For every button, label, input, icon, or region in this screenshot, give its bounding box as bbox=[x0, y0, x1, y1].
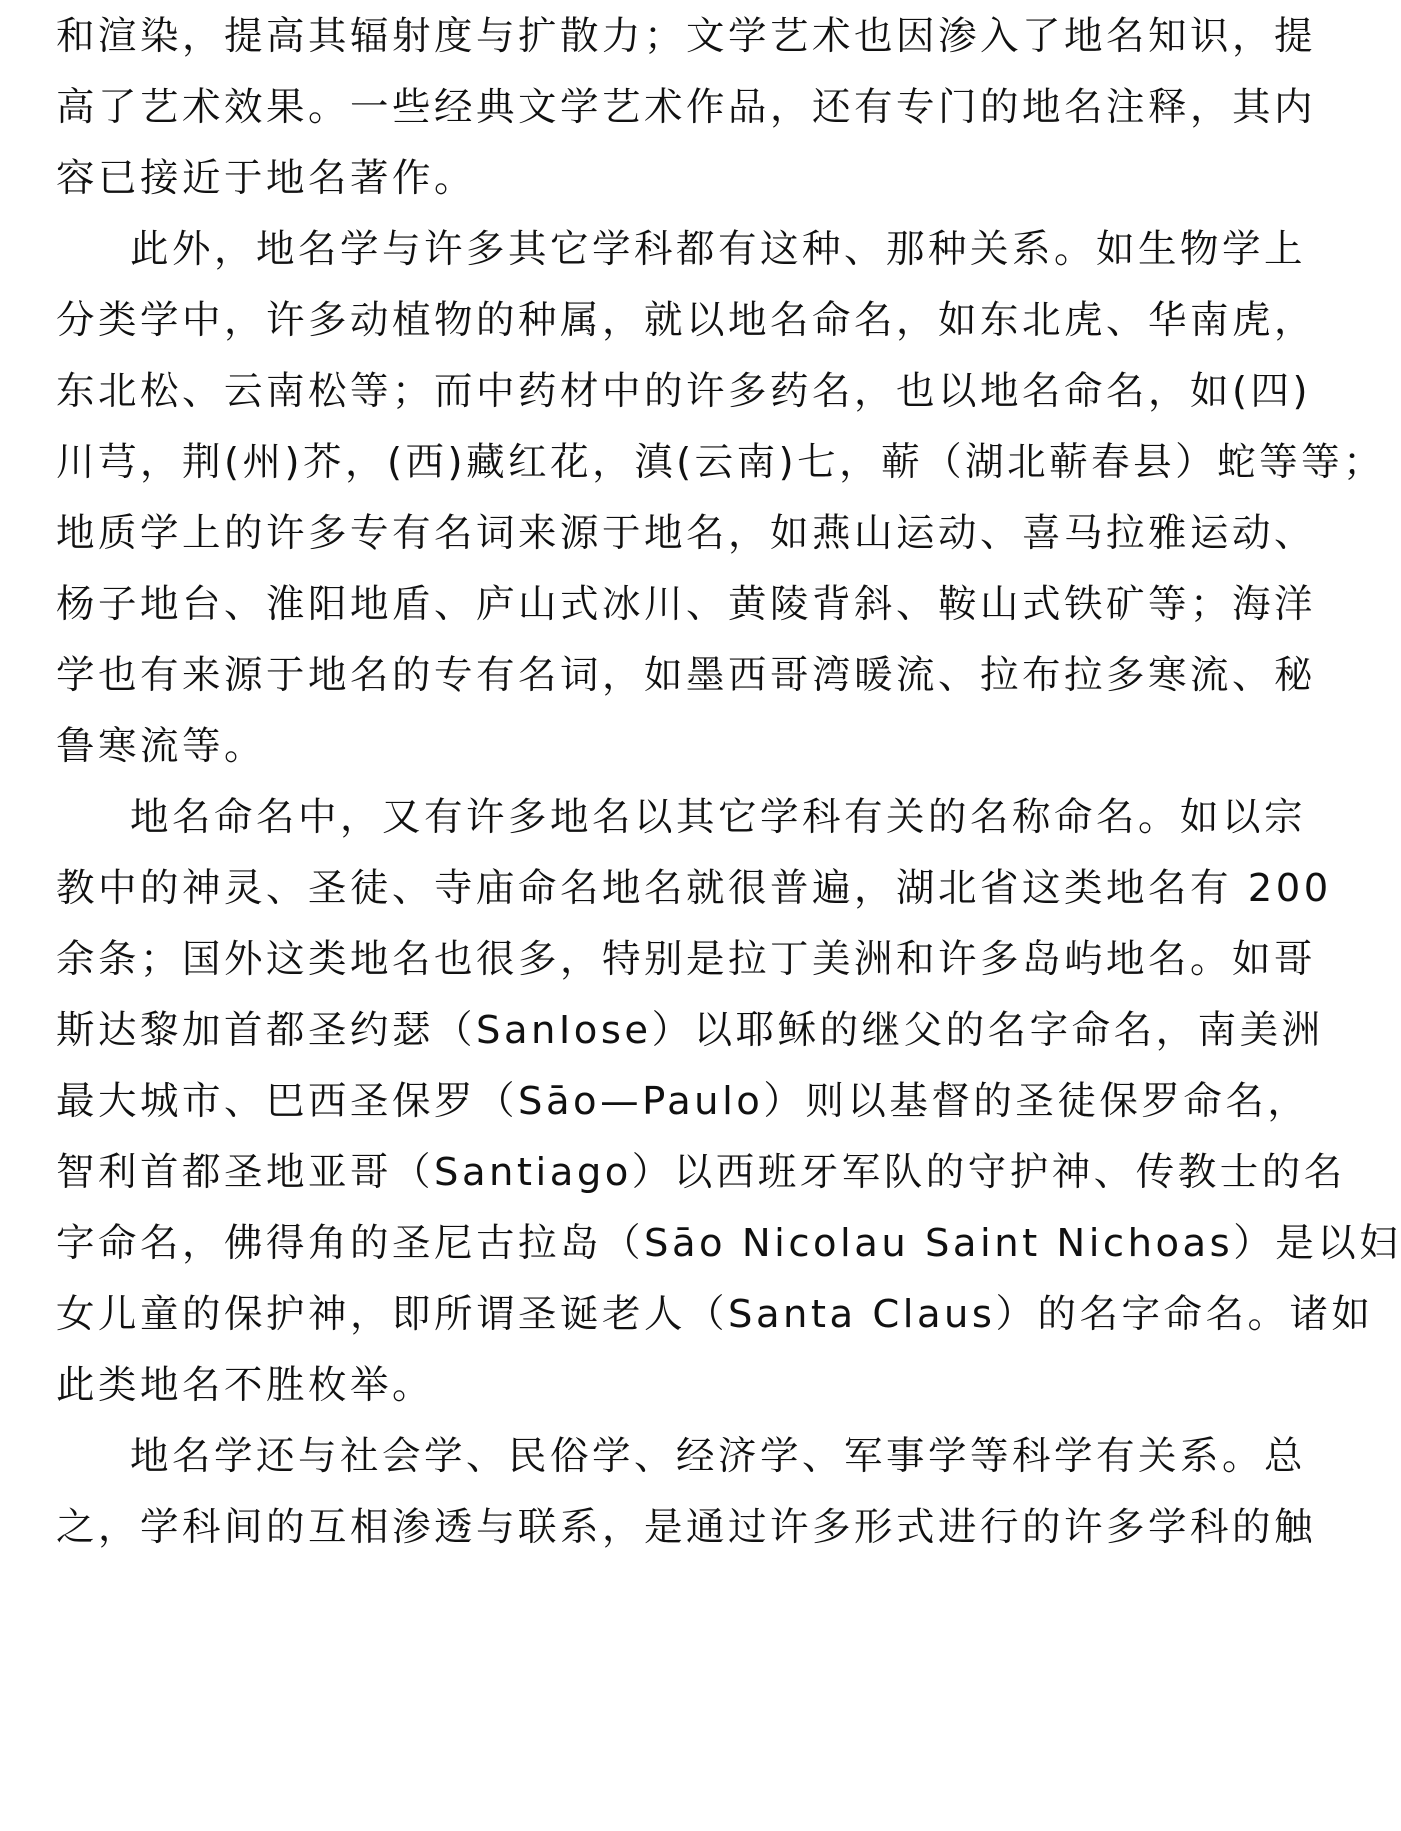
text-line: 地质学上的许多专有名词来源于地名，如燕山运动、喜马拉雅运动、 bbox=[56, 511, 1317, 556]
text-line: 鲁寒流等。 bbox=[56, 724, 267, 769]
text-line: 智利首都圣地亚哥（Santiago）以西班牙军队的守护神、传教士的名 bbox=[56, 1150, 1346, 1195]
paragraph-first-line: 地名学还与社会学、民俗学、经济学、军事学等科学有关系。总 bbox=[130, 1434, 1307, 1479]
text-line: 字命名，佛得角的圣尼古拉岛（Sāo Nicolau Saint Nichoas）是以妇 bbox=[56, 1221, 1401, 1266]
text-line: 余条；国外这类地名也很多，特别是拉丁美洲和许多岛屿地名。如哥 bbox=[56, 937, 1317, 982]
paragraph-first-line: 此外，地名学与许多其它学科都有这种、那种关系。如生物学上 bbox=[130, 227, 1307, 272]
text-line: 分类学中，许多动植物的种属，就以地名命名，如东北虎、华南虎， bbox=[56, 298, 1317, 343]
text-line: 高了艺术效果。一些经典文学艺术作品，还有专门的地名注释，其内 bbox=[56, 85, 1317, 130]
paragraph-first-line: 地名命名中，又有许多地名以其它学科有关的名称命名。如以宗 bbox=[130, 795, 1307, 840]
text-line: 斯达黎加首都圣约瑟（SanIose）以耶稣的继父的名字命名，南美洲 bbox=[56, 1008, 1324, 1053]
text-line: 女儿童的保护神，即所谓圣诞老人（Santa Claus）的名字命名。诸如 bbox=[56, 1292, 1374, 1337]
text-line: 最大城市、巴西圣保罗（Sāo—Paulo）则以基督的圣徒保罗命名， bbox=[56, 1079, 1310, 1124]
text-line: 川芎，荆(州)芥，(西)藏红花，滇(云南)七，蕲（湖北蕲春县）蛇等等； bbox=[56, 440, 1386, 485]
text-line: 容已接近于地名著作。 bbox=[56, 156, 477, 201]
text-line: 东北松、云南松等；而中药材中的许多药名，也以地名命名，如(四) bbox=[56, 369, 1312, 414]
text-line: 杨子地台、淮阳地盾、庐山式冰川、黄陵背斜、鞍山式铁矿等；海洋 bbox=[56, 582, 1317, 627]
text-line: 学也有来源于地名的专有名词，如墨西哥湾暖流、拉布拉多寒流、秘 bbox=[56, 653, 1317, 698]
text-line: 之，学科间的互相渗透与联系，是通过许多形式进行的许多学科的触 bbox=[56, 1505, 1317, 1550]
text-line: 此类地名不胜枚举。 bbox=[56, 1363, 435, 1408]
text-line: 教中的神灵、圣徒、寺庙命名地名就很普遍，湖北省这类地名有 200 bbox=[56, 866, 1332, 911]
text-line: 和渲染，提高其辐射度与扩散力；文学艺术也因渗入了地名知识，提 bbox=[56, 14, 1317, 59]
